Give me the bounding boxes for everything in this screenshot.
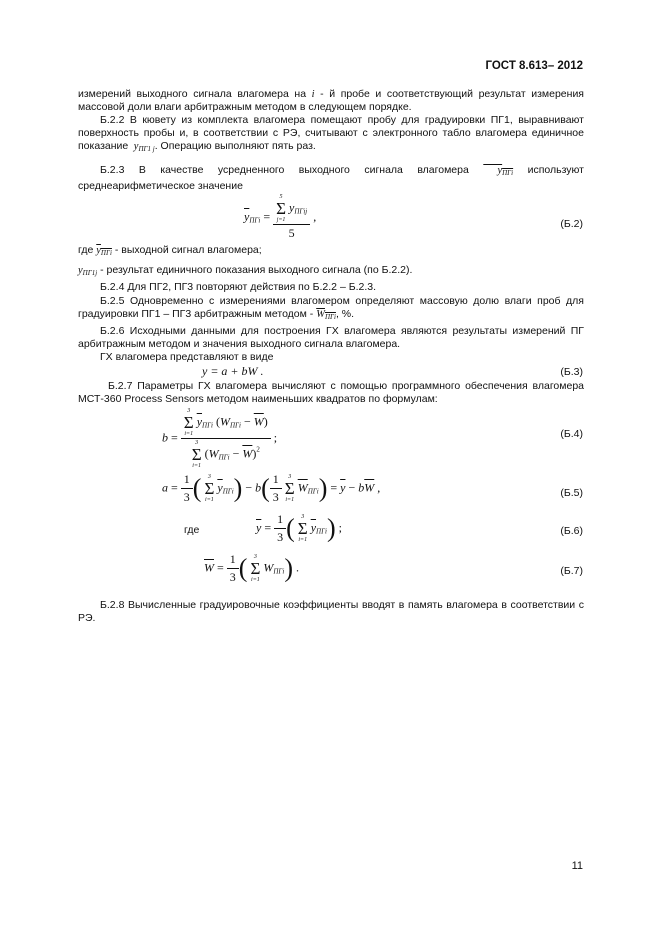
paragraph-b2-6: Б.2.6 Исходными данными для построения ГХ влагомера являются результаты измерений ПГ арбитражным методом и значения выходного сигнала влагомера. <box>78 325 584 350</box>
var-i: i <box>311 89 315 100</box>
formula-inline: $y_{ПГi}$ <box>483 165 514 177</box>
where-line-2: $y_{ПГ1j}$ - результат единичного показания выходного сигнала (по Б.2.2). <box>78 264 413 277</box>
paragraph-b2-5: Б.2.5 Одновременно с измерениями влагомером определяют массовую долю влаги проб для градуировки ПГ1 – ПГ3 арбитражным методом - $W_{ПГi}$, %. <box>78 295 584 321</box>
paragraph-intro <box>78 88 584 114</box>
denominator: 5 <box>288 226 295 240</box>
equation-b3: y = a + bW . <box>202 364 264 378</box>
equation-b7: $\overline{W}$ = $\frac{1}{3}$ ( 3 Σ i=1 $W_{ПГi}$) . <box>204 552 300 584</box>
where-label: где <box>184 524 200 536</box>
formula-inline: $y_{ПГ1 j}$ <box>131 141 155 153</box>
eq-label: Б.5 <box>563 487 580 499</box>
where-line-1: где $y_{ПГi}$ - выходной сигнал влагомера; <box>78 244 262 257</box>
paragraph-b2-4: Б.2.4 Для ПГ2, ПГ3 повторяют действия по Б.2.2 – Б.2.3. <box>100 281 377 293</box>
equation-number-b3: (Б.3) <box>560 366 583 378</box>
text: . Операцию выполняют пять раз. <box>154 140 316 152</box>
document-header: ГОСТ 8.613– 2012 <box>485 60 583 72</box>
text: Б.2.2 В кювету из комплекта влагомера помещают пробу для градуировки ПГ1, выравнивают поверхность пробы и, в соответствии с РЭ, считывают с электронного табло влагомера единичное показание <box>78 114 584 152</box>
text: используют среднеарифметическое значение <box>78 164 584 192</box>
paragraph-b2-3 <box>78 164 584 193</box>
paragraph-gh-form: ГХ влагомера представляют в виде <box>100 351 274 363</box>
paragraph-b2-7: Б.2.7 Параметры ГХ влагомера вычисляют с помощью программного обеспечения влагомера МСТ-360 Process Sensors методом наименьших квадратов по формулам: <box>78 380 584 405</box>
equation-b4: b = 3 Σ i=1 $\overline{y}_{ПГi}$ $(W_{ПГi} - \overline{W})$ 3 Σ i=1 $(W_{ПГi} - \overline{W})^2$ ; <box>162 408 278 469</box>
equation-number-b6: (Б.6) <box>560 525 583 537</box>
text: Б.2.5 Одновременно с измерениями влагомером определяют массовую долю влаги проб для градуировки ПГ1 – ПГ3 арбитражным методом - <box>78 295 584 320</box>
equation-number-b4: (Б.4) <box>560 428 583 440</box>
text: Б.2.3 В качестве усредненного выходного сигнала влагомера <box>100 164 469 176</box>
eq-label: Б.6 <box>563 525 580 537</box>
equation-b5: a = $\frac{1}{3}$ ( 3 Σ i=1 $\overline{y}_{ПГi}) - b$( $\frac{1}{3}$ 3 Σ i=1 $\overline{W}_{ПГi}) = \overline{y} - b\overline{W}$ , <box>162 472 381 504</box>
paragraph-b2-8: Б.2.8 Вычисленные градуировочные коэффициенты вводят в память влагомера в соответствии с РЭ. <box>78 599 584 624</box>
eq-label: Б.2 <box>563 218 580 230</box>
equation-number-b5: (Б.5) <box>560 487 583 499</box>
text: , %. <box>335 308 355 320</box>
text: измерений выходного сигнала влагомера на <box>78 88 307 100</box>
equation-b6: $\overline{y}$ = $\frac{1}{3}$ ( 3 Σ i=1 $\overline{y}_{ПГi}$) ; <box>256 512 343 544</box>
eq-label: Б.4 <box>563 428 580 440</box>
page-number: 11 <box>571 860 583 872</box>
equation-number-b2: (Б.2) <box>560 218 583 230</box>
eq-label: Б.7 <box>563 565 580 577</box>
eq-label: Б.3 <box>563 366 580 378</box>
equation-number-b7: (Б.7) <box>560 565 583 577</box>
text: - результат единичного показания выходного сигнала (по Б.2.2). <box>100 264 413 276</box>
equation-b2: $\overline{y}_{ПГi}$ = 5 Σ j=1 $y_{ПГij}$ 5 , <box>244 194 317 240</box>
paragraph-b2-2 <box>78 114 584 156</box>
text: - выходной сигнал влагомера; <box>114 244 262 256</box>
text: где <box>78 244 94 256</box>
text: - й пробе и соответствующий результат измерения массовой доли влаги арбитражным методом в следующем порядке. <box>78 88 584 113</box>
